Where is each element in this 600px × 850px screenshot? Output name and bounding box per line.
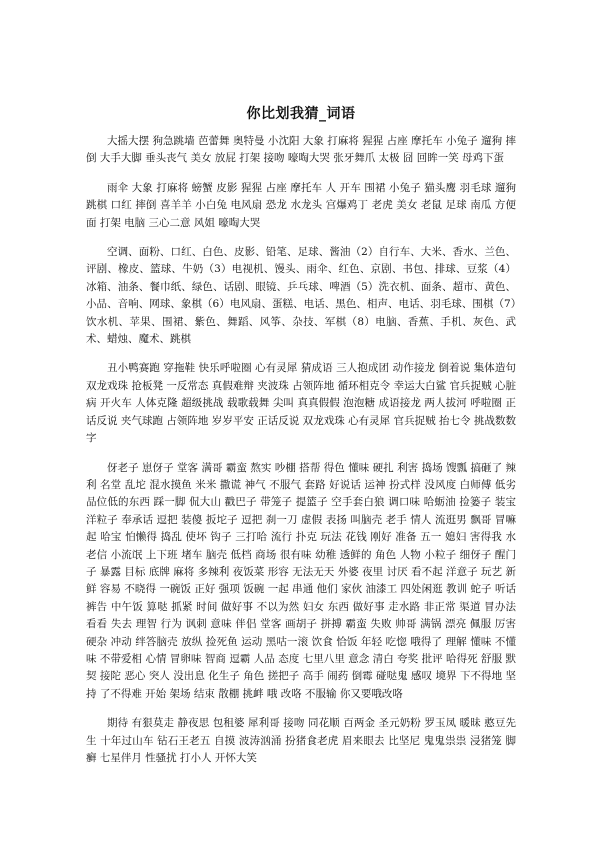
document-title: 你比划我猜_词语: [246, 106, 356, 122]
paragraph-numbered-groups: 空调、面粉、口红、白色、皮影、铅笔、足球、酱油（2）自行车、大米、香水、兰色、评剧、橡皮、篮球、牛奶（3）电视机、馒头、雨伞、红色、京剧、书包、排球、豆浆（4）冰箱、油条、餐巾纸、绿色、话剧、眼镜、乒乓球、啤酒（5）洗衣机、面条、超市、黄色、小品、音响、网球、象棋（6）电风扇、蛋糕、电话、黑色、相声、电话、羽毛球、围棋（7）饮水机、苹果、围裙、紫色、舞蹈、风筝、杂技、军棋（8）电脑、香蕉、手机、灰色、武术、蜡烛、魔术、跳棋: [86, 246, 516, 346]
paragraph-charade-words: 大摇大摆 狗急跳墙 芭蕾舞 奥特曼 小沈阳 大象 打麻将 猩猩 占座 摩托车 小兔子 遛狗 摔倒 大手大脚 垂头丧气 美女 放屁 打架 接吻 嚎啕大哭 张牙舞爪 太极 囧 回眸一笑 母鸡下蛋: [86, 135, 516, 165]
paragraph-popular-phrases: 期待 有狠莫走 静夜思 包租婆 犀利哥 接吻 同花顺 百两金 圣元奶粉 罗玉凤 暖昧 憨豆先生 十年过山车 钻石王老五 自摸 波涛汹涌 扮猪食老虎 眉来眼去 比坚尼 鬼鬼祟祟 浸猪笼 脚癣 七星伴月 性骚扰 打小人 开怀大笑: [86, 717, 516, 764]
paragraph-objects-and-animals: 雨伞 大象 打麻将 螃蟹 皮影 猩猩 占座 摩托车 人 开车 围裙 小兔子 猫头鹰 羽毛球 遛狗 跳棋 口红 摔倒 喜羊羊 小白兔 电风扇 恐龙 水龙头 宫爆鸡丁 老虎 美女 老鼠 足球 南瓜 方便面 打架 电脑 三心二意 风姐 嚎啕大哭: [86, 181, 516, 229]
document-page: [86, 104, 516, 779]
paragraph-dialect-words: 伢老子 崽伢子 堂客 满哥 霸蛮 熬实 吵棚 搭帮 得色 懂味 硬扎 利害 捣场 馊瓢 搞砸了 辣利 名堂 乱坨 混水摸鱼 米米 撒谎 神气 不服气 套路 好说话 运神 扮式样 没风度 白师傅 低劣 品位低的东西 踩一脚 侃大山 戳巴子 带笼子 提篮子 空手套白狼 调口味 哈蛎油 捡篓子 装宝 洋粒子 奉承话 逗把 装傻 扳坨子 逗把 刹一刀 虚假 表扬 叫脑壳 老手 情人 流逛男 飘哥 冒嘛起 哈宝 怕懒得 捣乱 使坏 钩子 三打哈 流行 扑克 玩法 花钱 刚好 准备 五一 媳妇 害得我 水老信 小流氓 上下班 堵车 脑壳 低档 商场 很有味 幼稚 透鲜的 角色 人物 小粒子 细伢子 醒门子 暴露 目标 底牌 麻将 多辣利 夜饭菜 形容 无法无天 外婆 夜里 讨厌 看不起 洋意子 玩艺 新鲜 容易 不晓得 一碗饭 正好 强项 饭碗 一起 串通 他们 家伙 油漆工 四处闲逛 教训 蛇子 听话 裤告 中午饭 算哒 抓紧 时间 做好事 不以为然 妇女 东西 做好事 走水路 非正常 渠道 冒办法 看看 失去 理智 行为 讽刺 意味 伴侣 堂客 画胡子 拼搏 霸蛮 失败 帅哥 满锅 漂亮 佩服 厉害 硬杂 冲动 绊答脑壳 放纵 捡死鱼 运动 黑咕一滚 饮食 恰饭 年轻 吃惚 哦得了 理解 懂味 不懂味 不带爱相 心情 冒卵味 智商 逗霸 人品 态度 七里八里 意念 清白 夸奖 批评 哈得死 舒服 默契 接陀 恶心 突人 没出息 化生子 角色 搓把子 高手 闹药 倒霉 碰哒鬼 感叹 境界 下不得地 坚持 了不得难 开始 架场 结束 散棚 挑衅 哦 改咯 不服输 你又要哦改咯: [86, 461, 516, 700]
paragraph-party-games: 丑小鸭赛跑 穿拖鞋 快乐呼啦圈 心有灵犀 猜成语 三人抱成团 动作接龙 倒着说 集体造句 双龙戏珠 抢板凳 一反常态 真假难辩 夹波珠 占领阵地 循环相克令 幸运大白鲨 官兵捉贼 心脏病 开火车 人体克隆 超级挑战 载歌载舞 尖叫 真真假假 泡泡糖 成语接龙 两人拔河 呼啦圈 正话反说 夹气球跑 占领阵地 岁岁平安 正话反说 双龙戏珠 心有灵犀 官兵捉贼 抬七令 挑战数数字: [86, 362, 516, 445]
